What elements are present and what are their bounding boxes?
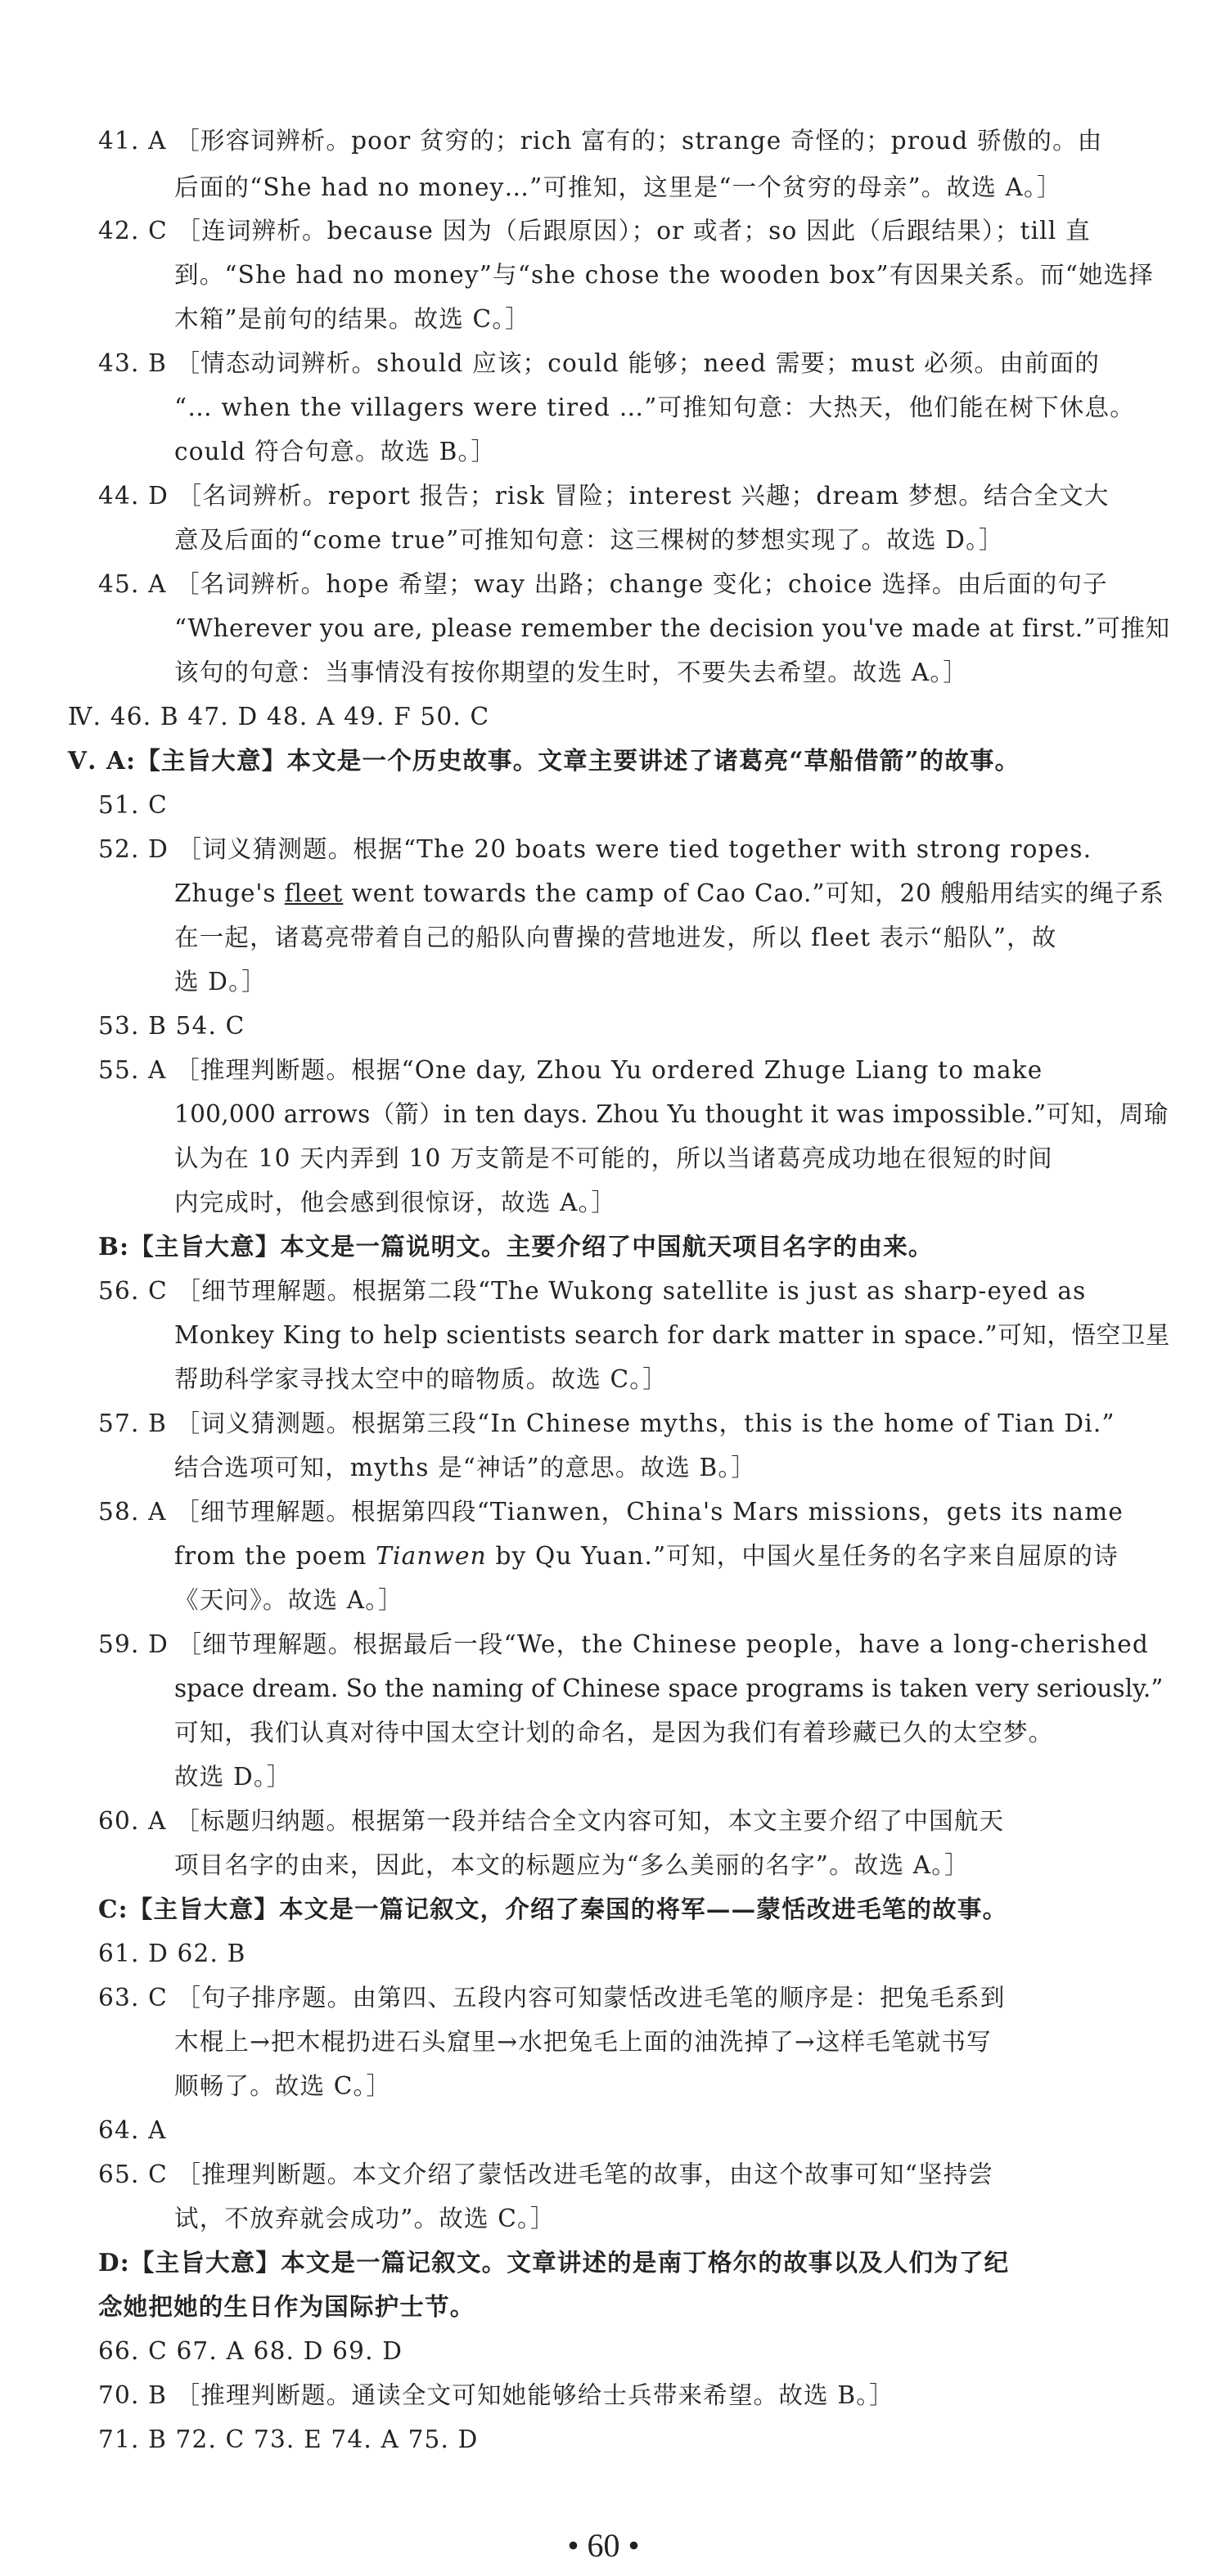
answer-59-line-1: 59. D ［细节理解题。根据最后一段“We，the Chinese people，have a long-cherished (98, 1630, 1149, 1658)
answer-57-line-1: 57. B ［词义猜测题。根据第三段“In Chinese myths，this is the home of Tian Di.” (98, 1409, 1115, 1437)
answer-45-line-2: “Wherever you are, please remember the decision you've made at first.”可推知 (174, 614, 1170, 642)
answer-52-line-2-pre: Zhuge's (174, 879, 285, 907)
underlined-word-fleet: fleet (284, 879, 344, 907)
answer-60-line-1: 60. A ［标题归纳题。根据第一段并结合全文内容可知，本文主要介绍了中国航天 (98, 1807, 1005, 1835)
answer-57-line-2: 结合选项可知，myths 是“神话”的意思。故选 B。］ (174, 1454, 757, 1481)
answer-52-line-2-post: went towards the camp of Cao Cao.”可知，20 艘船用结实的绳子系 (343, 879, 1164, 907)
answer-52-line-1: 52. D ［词义猜测题。根据“The 20 boats were tied together with strong ropes. (98, 835, 1092, 863)
answer-44-line-2: 意及后面的“come true”可推知句意：这三棵树的梦想实现了。故选 D。］ (174, 526, 1004, 554)
answer-55-line-3: 认为在 10 天内弄到 10 万支箭是不可能的，所以当诸葛亮成功地在很短的时间 (174, 1144, 1053, 1172)
page-number: • 60 • (567, 2527, 640, 2564)
answer-52-line-4: 选 D。］ (174, 968, 267, 996)
answer-60-line-2: 项目名字的由来，因此，本文的标题应为“多么美丽的名字”。故选 A。］ (174, 1851, 970, 1879)
answer-43-line-2: “… when the villagers were tired …”可推知句意：大热天，他们能在树下休息。 (174, 393, 1135, 421)
answer-51: 51. C (98, 791, 168, 819)
answer-58-line-1: 58. A ［细节理解题。根据第四段“Tianwen，China's Mars missions，gets its name (98, 1498, 1124, 1526)
answer-58-line-2 (174, 1540, 1170, 1572)
answer-41-line-2: 后面的“She had no money…”可推知，这里是“一个贫穷的母亲”。故选 A。］ (174, 173, 1062, 201)
answer-55-line-1: 55. A ［推理判断题。根据“One day, Zhou Yu ordered Zhuge Liang to make (98, 1056, 1043, 1084)
answer-58-line-3: 《天问》。故选 A。］ (174, 1586, 403, 1614)
answer-65-line-1: 65. C ［推理判断题。本文介绍了蒙恬改进毛笔的故事，由这个故事可知“坚持尝 (98, 2160, 994, 2188)
answer-59-line-4: 故选 D。］ (174, 1763, 292, 1791)
answer-53-54: 53. B 54. C (98, 1012, 245, 1040)
answer-63-line-1: 63. C ［句子排序题。由第四、五段内容可知蒙恬改进毛笔的顺序是：把兔毛系到 (98, 1984, 1006, 2012)
answer-41-line-1: 41. A ［形容词辨析。poor 贫穷的；rich 富有的；strange 奇怪的；proud 骄傲的。由 (98, 127, 1103, 155)
italic-title-tianwen: Tianwen (376, 1542, 487, 1570)
section-iv-answers: Ⅳ. 46. B 47. D 48. A 49. F 50. C (68, 703, 490, 731)
answer-66-69: 66. C 67. A 68. D 69. D (98, 2337, 403, 2365)
answer-63-line-3: 顺畅了。故选 C。］ (174, 2072, 392, 2100)
answer-61-62: 61. D 62. B (98, 1940, 246, 1967)
answer-59-line-2: space dream. So the naming of Chinese space programs is taken very seriously.” (174, 1675, 1164, 1702)
answer-64: 64. A (98, 2116, 167, 2144)
answer-56-line-1: 56. C ［细节理解题。根据第二段“The Wukong satellite is just as sharp-eyed as (98, 1277, 1087, 1305)
answer-55-line-4: 内完成时，他会感到很惊讶，故选 A。］ (174, 1189, 617, 1216)
answer-63-line-2: 木棍上→把木棍扔进石头窟里→水把兔毛上面的油洗掉了→这样毛笔就书写 (174, 2028, 992, 2056)
passage-b-summary: B:【主旨大意】本文是一篇说明文。主要介绍了中国航天项目名字的由来。 (98, 1232, 934, 1261)
answer-56-line-3: 帮助科学家寻找太空中的暗物质。故选 C。］ (174, 1365, 668, 1393)
answer-55-line-2: 100,000 arrows（箭）in ten days. Zhou Yu thought it was impossible.”可知，周瑜 (174, 1100, 1169, 1128)
passage-c-summary: C:【主旨大意】本文是一篇记叙文，介绍了秦国的将军——蒙恬改进毛笔的故事。 (98, 1895, 1008, 1923)
answer-45-line-3: 该句的句意：当事情没有按你期望的发生时，不要失去希望。故选 A。］ (174, 659, 969, 686)
answer-45-line-1: 45. A ［名词辨析。hope 希望；way 出路；change 变化；choice 选择。由后面的句子 (98, 570, 1108, 598)
answer-71-75: 71. B 72. C 73. E 74. A 75. D (98, 2425, 479, 2453)
answer-58-line-2-post: by Qu Yuan.”可知，中国火星任务的名字来自屈原的诗 (486, 1542, 1119, 1570)
answer-58-line-2-pre: from the poem (174, 1542, 376, 1570)
answer-52-line-3: 在一起，诸葛亮带着自己的船队向曹操的营地进发，所以 fleet 表示“船队”，故 (174, 924, 1057, 951)
answer-43-line-1: 43. B ［情态动词辨析。should 应该；could 能够；need 需要；must 必须。由前面的 (98, 349, 1101, 377)
passage-d-summary-line-2: 念她把她的生日作为国际护士节。 (98, 2292, 475, 2321)
answer-42-line-1: 42. C ［连词辨析。because 因为（后跟原因）；or 或者；so 因此（后跟结果）；till 直 (98, 217, 1091, 245)
answer-42-line-3: 木箱”是前句的结果。故选 C。］ (174, 305, 530, 333)
answer-52-line-2 (174, 877, 1170, 910)
passage-d-summary-line-1: D:【主旨大意】本文是一篇记叙文。文章讲述的是南丁格尔的故事以及人们为了纪 (98, 2248, 1010, 2277)
answer-65-line-2: 试，不放弃就会成功”。故选 C。］ (174, 2205, 556, 2232)
answer-56-line-2: Monkey King to help scientists search for dark matter in space.”可知，悟空卫星 (174, 1321, 1170, 1349)
answer-43-line-3: could 符合句意。故选 B。］ (174, 438, 497, 465)
answer-42-line-2: 到。“She had no money”与“she chose the wooden box”有因果关系。而“她选择 (174, 261, 1155, 289)
answer-70: 70. B ［推理判断题。通读全文可知她能够给士兵带来希望。故选 B。］ (98, 2381, 894, 2409)
answer-44-line-1: 44. D ［名词辨析。report 报告；risk 冒险；interest 兴趣；dream 梦想。结合全文大 (98, 482, 1110, 510)
section-v-passage-a-summary: Ⅴ. A:【主旨大意】本文是一个历史故事。文章主要讲述了诸葛亮“草船借箭”的故事。 (68, 746, 1020, 775)
answer-59-line-3: 可知，我们认真对待中国太空计划的命名，是因为我们有着珍藏已久的太空梦。 (174, 1719, 1054, 1747)
